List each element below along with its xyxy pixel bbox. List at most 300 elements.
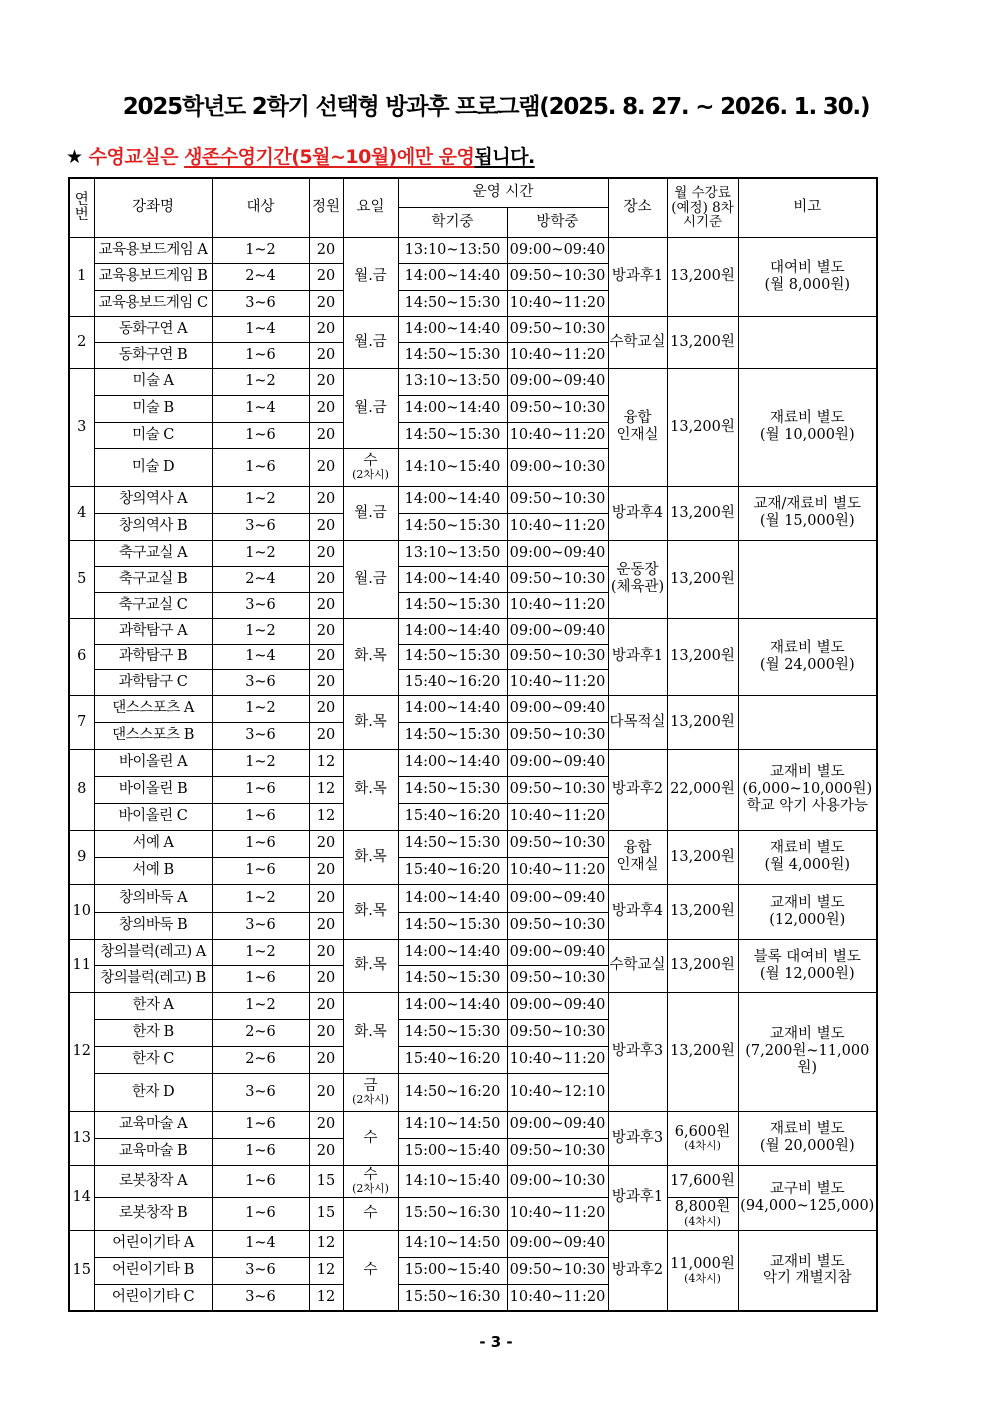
vacation-time: 09:00~09:40 [507, 992, 608, 1019]
vacation-time: 09:00~09:40 [507, 1111, 608, 1138]
course-name: 교육마술 B [94, 1138, 212, 1165]
capacity: 20 [309, 592, 343, 618]
notice-part1: 수영교실은 [88, 146, 178, 168]
vacation-time: 09:50~10:30 [507, 722, 608, 749]
target-grade: 1~6 [212, 830, 309, 857]
vacation-time: 10:40~11:20 [507, 1046, 608, 1073]
row-number: 5 [69, 540, 94, 618]
vacation-time: 10:40~11:20 [507, 803, 608, 830]
header-capacity: 정원 [309, 178, 343, 237]
remark: 교재비 별도 (12,000원) [738, 884, 877, 939]
row-number: 7 [69, 695, 94, 749]
vacation-time: 09:50~10:30 [507, 263, 608, 290]
day-sub: (2차시) [352, 1093, 389, 1107]
day: 수 (2차시) [343, 448, 398, 486]
table-row [69, 749, 877, 776]
semester-time: 14:50~15:30 [398, 776, 507, 803]
capacity: 20 [309, 513, 343, 540]
semester-time: 14:00~14:40 [398, 618, 507, 644]
course-name: 미술 A [94, 368, 212, 395]
monthly-fee: 13,200원 [667, 368, 738, 486]
semester-time: 14:50~15:30 [398, 422, 507, 448]
capacity: 20 [309, 540, 343, 566]
vacation-time: 09:50~10:30 [507, 830, 608, 857]
day-sub: (2차시) [352, 468, 389, 482]
semester-time: 14:50~15:30 [398, 912, 507, 939]
capacity: 20 [309, 290, 343, 316]
course-name: 동화구연 A [94, 316, 212, 342]
vacation-time: 10:40~11:20 [507, 669, 608, 695]
vacation-time: 09:00~09:40 [507, 368, 608, 395]
header-semester: 학기중 [398, 207, 507, 237]
remark: 교재비 별도 (7,200원~11,000원) [738, 992, 877, 1111]
target-grade: 1~6 [212, 1138, 309, 1165]
course-name: 교육마술 A [94, 1111, 212, 1138]
semester-time: 14:00~14:40 [398, 395, 507, 422]
target-grade: 1~4 [212, 316, 309, 342]
course-name: 어린이기타 A [94, 1230, 212, 1257]
capacity: 12 [309, 1284, 343, 1311]
monthly-fee: 17,600원 [667, 1165, 738, 1197]
table-row [69, 1111, 877, 1138]
vacation-time: 09:00~09:40 [507, 884, 608, 912]
vacation-time: 09:50~10:30 [507, 776, 608, 803]
place: 융합 인재실 [608, 830, 667, 884]
day: 월.금 [343, 486, 398, 540]
monthly-fee: 13,200원 [667, 884, 738, 939]
vacation-time: 10:40~11:20 [507, 422, 608, 448]
header-remark: 비고 [738, 178, 877, 237]
place: 방과후1 [608, 618, 667, 695]
target-grade: 3~6 [212, 1257, 309, 1284]
row-number: 1 [69, 237, 94, 316]
table-row [69, 1165, 877, 1197]
vacation-time: 09:50~10:30 [507, 395, 608, 422]
capacity: 12 [309, 749, 343, 776]
vacation-time: 09:50~10:30 [507, 644, 608, 669]
remark: 재료비 별도 (월 20,000원) [738, 1111, 877, 1165]
course-name: 창의바둑 B [94, 912, 212, 939]
target-grade: 1~6 [212, 1197, 309, 1230]
capacity: 20 [309, 722, 343, 749]
vacation-time: 09:00~10:30 [507, 448, 608, 486]
vacation-time: 10:40~11:20 [507, 342, 608, 368]
course-name: 어린이기타 C [94, 1284, 212, 1311]
capacity: 20 [309, 857, 343, 884]
star-icon: ★ [66, 146, 83, 168]
capacity: 20 [309, 618, 343, 644]
target-grade: 1~6 [212, 422, 309, 448]
capacity: 20 [309, 912, 343, 939]
day: 수 [343, 1111, 398, 1165]
course-name: 교육용보드게임 B [94, 263, 212, 290]
page-number: - 3 - [479, 1333, 513, 1351]
capacity: 20 [309, 342, 343, 368]
target-grade: 2~4 [212, 566, 309, 592]
capacity: 20 [309, 695, 343, 722]
capacity: 20 [309, 992, 343, 1019]
row-number: 14 [69, 1165, 94, 1230]
target-grade: 3~6 [212, 669, 309, 695]
target-grade: 3~6 [212, 592, 309, 618]
target-grade: 1~6 [212, 776, 309, 803]
course-name: 교육용보드게임 A [94, 237, 212, 263]
place: 방과후1 [608, 237, 667, 316]
semester-time: 14:00~14:40 [398, 884, 507, 912]
table-row [69, 830, 877, 857]
vacation-time: 09:50~10:30 [507, 912, 608, 939]
course-name: 창의역사 A [94, 486, 212, 513]
day: 화.목 [343, 939, 398, 992]
capacity: 12 [309, 1230, 343, 1257]
semester-time: 15:50~16:30 [398, 1197, 507, 1230]
target-grade: 1~2 [212, 884, 309, 912]
semester-time: 14:00~14:40 [398, 316, 507, 342]
day: 화.목 [343, 695, 398, 749]
day: 화.목 [343, 618, 398, 695]
monthly-fee: 13,200원 [667, 992, 738, 1111]
day: 수 (2차시) [343, 1165, 398, 1197]
semester-time: 14:00~14:40 [398, 566, 507, 592]
place: 방과후2 [608, 1230, 667, 1311]
course-name: 교육용보드게임 C [94, 290, 212, 316]
target-grade: 1~4 [212, 644, 309, 669]
capacity: 20 [309, 830, 343, 857]
remark: 재료비 별도 (월 24,000원) [738, 618, 877, 695]
target-grade: 2~4 [212, 263, 309, 290]
vacation-time: 09:00~09:40 [507, 939, 608, 965]
course-name: 미술 C [94, 422, 212, 448]
capacity: 20 [309, 669, 343, 695]
remark [738, 695, 877, 749]
course-name: 바이올린 A [94, 749, 212, 776]
target-grade: 1~2 [212, 992, 309, 1019]
course-name: 댄스스포츠 B [94, 722, 212, 749]
day-sub: (2차시) [352, 1182, 389, 1196]
semester-time: 15:40~16:20 [398, 803, 507, 830]
notice-part3: 됩니다. [474, 146, 535, 168]
capacity: 20 [309, 644, 343, 669]
monthly-fee: 13,200원 [667, 237, 738, 316]
course-name: 한자 C [94, 1046, 212, 1073]
target-grade: 1~2 [212, 486, 309, 513]
semester-time: 14:50~16:20 [398, 1073, 507, 1111]
table-row [69, 939, 877, 965]
semester-time: 14:50~15:30 [398, 722, 507, 749]
semester-time: 15:00~15:40 [398, 1138, 507, 1165]
course-name: 미술 D [94, 448, 212, 486]
target-grade: 3~6 [212, 290, 309, 316]
day: 월.금 [343, 316, 398, 368]
course-name: 창의역사 B [94, 513, 212, 540]
capacity: 20 [309, 237, 343, 263]
capacity: 20 [309, 884, 343, 912]
semester-time: 14:50~15:30 [398, 513, 507, 540]
monthly-fee-sub: (4차시) [684, 1139, 721, 1153]
capacity: 20 [309, 1046, 343, 1073]
vacation-time: 09:50~10:30 [507, 316, 608, 342]
vacation-time: 09:00~09:40 [507, 749, 608, 776]
semester-time: 14:50~15:30 [398, 290, 507, 316]
day: 화.목 [343, 884, 398, 939]
capacity: 20 [309, 368, 343, 395]
day: 수 [343, 1197, 398, 1230]
place: 수학교실 [608, 939, 667, 992]
capacity: 20 [309, 965, 343, 992]
remark: 교재비 별도 악기 개별지참 [738, 1230, 877, 1311]
target-grade: 3~6 [212, 912, 309, 939]
semester-time: 13:10~13:50 [398, 237, 507, 263]
table-row [69, 368, 877, 395]
vacation-time: 09:00~09:40 [507, 1230, 608, 1257]
target-grade: 1~6 [212, 342, 309, 368]
place: 다목적실 [608, 695, 667, 749]
vacation-time: 09:50~10:30 [507, 1138, 608, 1165]
semester-time: 14:10~14:50 [398, 1230, 507, 1257]
target-grade: 1~2 [212, 237, 309, 263]
target-grade: 1~4 [212, 395, 309, 422]
target-grade: 3~6 [212, 1284, 309, 1311]
semester-time: 14:50~15:30 [398, 592, 507, 618]
monthly-fee: 13,200원 [667, 695, 738, 749]
monthly-fee-sub: (4차시) [684, 1271, 721, 1285]
table-row [69, 316, 877, 342]
capacity: 20 [309, 422, 343, 448]
schedule-table [68, 177, 878, 1312]
semester-time: 15:40~16:20 [398, 669, 507, 695]
course-name: 창의블럭(레고) B [94, 965, 212, 992]
target-grade: 3~6 [212, 513, 309, 540]
vacation-time: 09:00~10:30 [507, 1165, 608, 1197]
monthly-fee: 13,200원 [667, 939, 738, 992]
remark: 대여비 별도 (월 8,000원) [738, 237, 877, 316]
semester-time: 14:00~14:40 [398, 749, 507, 776]
remark: 블록 대여비 별도 (월 12,000원) [738, 939, 877, 992]
row-number: 9 [69, 830, 94, 884]
semester-time: 14:10~15:40 [398, 448, 507, 486]
semester-time: 15:00~15:40 [398, 1257, 507, 1284]
place: 운동장 (체육관) [608, 540, 667, 618]
table-row [69, 992, 877, 1019]
day: 화.목 [343, 992, 398, 1073]
header-course: 강좌명 [94, 178, 212, 237]
target-grade: 1~6 [212, 448, 309, 486]
row-number: 15 [69, 1230, 94, 1311]
target-grade: 3~6 [212, 1073, 309, 1111]
target-grade: 1~2 [212, 749, 309, 776]
target-grade: 3~6 [212, 722, 309, 749]
capacity: 20 [309, 1111, 343, 1138]
header-no: 연번 [69, 178, 94, 237]
target-grade: 1~2 [212, 618, 309, 644]
target-grade: 1~2 [212, 695, 309, 722]
vacation-time: 09:50~10:30 [507, 1019, 608, 1046]
course-name: 미술 B [94, 395, 212, 422]
monthly-fee: 13,200원 [667, 830, 738, 884]
capacity: 20 [309, 1019, 343, 1046]
monthly-fee: 6,600원 (4차시) [667, 1111, 738, 1165]
target-grade: 1~6 [212, 1165, 309, 1197]
day: 화.목 [343, 749, 398, 830]
target-grade: 1~6 [212, 803, 309, 830]
vacation-time: 10:40~11:20 [507, 1197, 608, 1230]
capacity: 20 [309, 1138, 343, 1165]
row-number: 4 [69, 486, 94, 540]
table-row [69, 618, 877, 644]
monthly-fee: 13,200원 [667, 618, 738, 695]
monthly-fee: 11,000원 (4차시) [667, 1230, 738, 1311]
remark [738, 540, 877, 618]
course-name: 바이올린 C [94, 803, 212, 830]
vacation-time: 09:00~09:40 [507, 618, 608, 644]
vacation-time: 10:40~11:20 [507, 290, 608, 316]
course-name: 축구교실 B [94, 566, 212, 592]
place: 방과후2 [608, 749, 667, 830]
course-name: 과학탐구 C [94, 669, 212, 695]
capacity: 15 [309, 1165, 343, 1197]
course-name: 축구교실 C [94, 592, 212, 618]
course-name: 한자 D [94, 1073, 212, 1111]
course-name: 동화구연 B [94, 342, 212, 368]
target-grade: 1~6 [212, 857, 309, 884]
table-row [69, 540, 877, 566]
vacation-time: 10:40~12:10 [507, 1073, 608, 1111]
place: 융합 인재실 [608, 368, 667, 486]
semester-time: 14:00~14:40 [398, 695, 507, 722]
row-number: 6 [69, 618, 94, 695]
semester-time: 14:00~14:40 [398, 486, 507, 513]
capacity: 12 [309, 1257, 343, 1284]
capacity: 20 [309, 263, 343, 290]
day: 수 [343, 1230, 398, 1311]
vacation-time: 10:40~11:20 [507, 1284, 608, 1311]
table-row [69, 884, 877, 912]
header-place: 장소 [608, 178, 667, 237]
target-grade: 1~2 [212, 540, 309, 566]
capacity: 20 [309, 939, 343, 965]
capacity: 12 [309, 803, 343, 830]
semester-time: 15:50~16:30 [398, 1284, 507, 1311]
remark: 교구비 별도 (94,000~125,000) [738, 1165, 877, 1230]
semester-time: 14:00~14:40 [398, 263, 507, 290]
monthly-fee: 22,000원 [667, 749, 738, 830]
semester-time: 13:10~13:50 [398, 368, 507, 395]
course-name: 서예 B [94, 857, 212, 884]
day: 월.금 [343, 368, 398, 448]
place: 수학교실 [608, 316, 667, 368]
vacation-time: 09:00~09:40 [507, 237, 608, 263]
capacity: 15 [309, 1197, 343, 1230]
row-number: 13 [69, 1111, 94, 1165]
remark: 교재비 별도 (6,000~10,000원) 학교 악기 사용가능 [738, 749, 877, 830]
vacation-time: 10:40~11:20 [507, 592, 608, 618]
table-row [69, 1230, 877, 1257]
row-number: 2 [69, 316, 94, 368]
semester-time: 13:10~13:50 [398, 540, 507, 566]
semester-time: 14:10~15:40 [398, 1165, 507, 1197]
capacity: 20 [309, 395, 343, 422]
course-name: 과학탐구 A [94, 618, 212, 644]
capacity: 20 [309, 566, 343, 592]
semester-time: 14:10~14:50 [398, 1111, 507, 1138]
schedule-body [69, 237, 877, 1311]
day: 월.금 [343, 237, 398, 316]
target-grade: 2~6 [212, 1019, 309, 1046]
header-day: 요일 [343, 178, 398, 237]
capacity: 20 [309, 486, 343, 513]
vacation-time: 09:50~10:30 [507, 566, 608, 592]
capacity: 12 [309, 776, 343, 803]
header-fee: 월 수강료 (예정) 8차시기준 [667, 178, 738, 237]
place: 방과후4 [608, 486, 667, 540]
remark: 재료비 별도 (월 4,000원) [738, 830, 877, 884]
day: 화.목 [343, 830, 398, 884]
place: 방과후1 [608, 1165, 667, 1230]
table-row [69, 237, 877, 263]
monthly-fee: 8,800원 (4차시) [667, 1197, 738, 1230]
header-time: 운영 시간 [398, 178, 608, 207]
remark: 재료비 별도 (월 10,000원) [738, 368, 877, 486]
course-name: 과학탐구 B [94, 644, 212, 669]
semester-time: 14:50~15:30 [398, 1019, 507, 1046]
semester-time: 14:50~15:30 [398, 342, 507, 368]
place: 방과후3 [608, 992, 667, 1111]
semester-time: 14:00~14:40 [398, 939, 507, 965]
course-name: 어린이기타 B [94, 1257, 212, 1284]
row-number: 3 [69, 368, 94, 486]
day: 월.금 [343, 540, 398, 618]
course-name: 한자 A [94, 992, 212, 1019]
course-name: 서예 A [94, 830, 212, 857]
monthly-fee: 13,200원 [667, 540, 738, 618]
target-grade: 1~2 [212, 368, 309, 395]
vacation-time: 09:50~10:30 [507, 1257, 608, 1284]
monthly-fee: 13,200원 [667, 316, 738, 368]
header-target: 대상 [212, 178, 309, 237]
target-grade: 2~6 [212, 1046, 309, 1073]
place: 방과후3 [608, 1111, 667, 1165]
target-grade: 1~2 [212, 939, 309, 965]
course-name: 바이올린 B [94, 776, 212, 803]
vacation-time: 09:00~09:40 [507, 540, 608, 566]
course-name: 창의블럭(레고) A [94, 939, 212, 965]
table-row [69, 695, 877, 722]
vacation-time: 09:50~10:30 [507, 486, 608, 513]
course-name: 로봇창작 A [94, 1165, 212, 1197]
vacation-time: 09:50~10:30 [507, 965, 608, 992]
row-number: 10 [69, 884, 94, 939]
capacity: 20 [309, 1073, 343, 1111]
capacity: 20 [309, 316, 343, 342]
table-row [69, 486, 877, 513]
monthly-fee-sub: (4차시) [684, 1214, 721, 1228]
row-number: 12 [69, 992, 94, 1111]
place: 방과후4 [608, 884, 667, 939]
notice-part2: 생존수영기간(5월~10월)에만 운영 [184, 146, 475, 168]
semester-time: 14:50~15:30 [398, 830, 507, 857]
course-name: 한자 B [94, 1019, 212, 1046]
vacation-time: 10:40~11:20 [507, 513, 608, 540]
day: 금 (2차시) [343, 1073, 398, 1111]
page-title: 2025학년도 2학기 선택형 방과후 프로그램(2025. 8. 27. ~ 2026. 1. 30.) [122, 94, 870, 120]
vacation-time: 09:00~09:40 [507, 695, 608, 722]
remark [738, 316, 877, 368]
row-number: 11 [69, 939, 94, 992]
capacity: 20 [309, 448, 343, 486]
notice [66, 142, 535, 169]
semester-time: 15:40~16:20 [398, 857, 507, 884]
header-vacation: 방학중 [507, 207, 608, 237]
